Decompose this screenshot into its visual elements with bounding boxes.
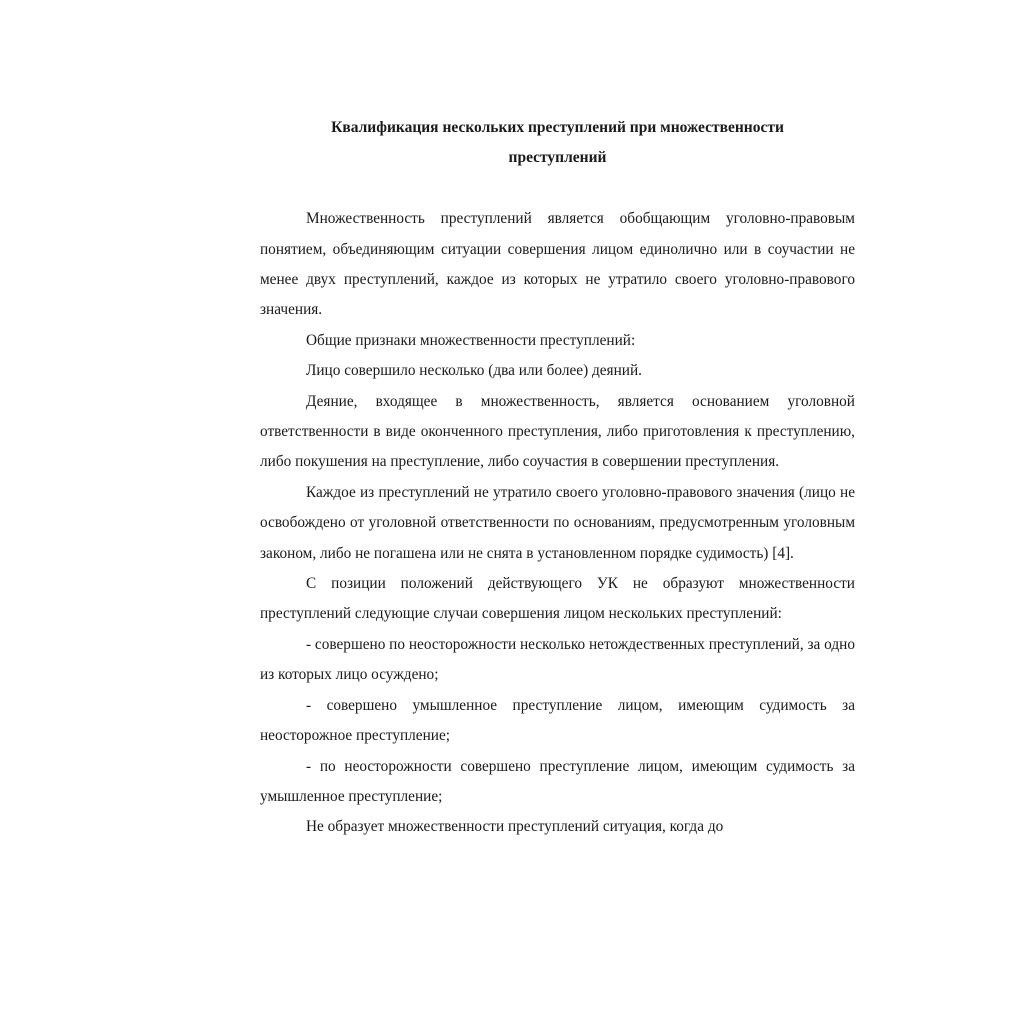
document-body — [260, 113, 855, 926]
paragraph-general-signs-heading: Общие признаки множественности преступлений: — [306, 331, 636, 349]
paragraph-exclusions-intro: С позиции положений действующего УК не образуют множественности преступлений следующие случаи совершения лицом нескольких преступлений: — [260, 575, 855, 623]
document-title — [260, 113, 855, 174]
paragraph-definition: Множественность преступлений является обобщающим уголовно-правовым понятием, объединяющим ситуации совершения лицом единолично или в соучастии не менее двух преступлений, каждое из которых не утратило своего уголовно-правового значения. — [260, 210, 855, 319]
paragraph-sign-legal-significance: Каждое из преступлений не утратило своего уголовно-правового значения (лицо не освобождено от уголовной ответственности по основаниям, предусмотренным уголовным законом, либо не погашена или не снята в установленном порядке судимость) [4]. — [260, 483, 855, 562]
paragraph-sign-several-acts: Лицо совершило несколько (два или более) деяний. — [306, 362, 642, 380]
paragraph-sign-liability-basis: Деяние, входящее в множественность, является основанием уголовной ответственности в виде оконченного преступления, либо приготовления к преступлению, либо покушения на преступление, либо соучастия в совершении преступления. — [260, 392, 855, 471]
document-title-line-2: преступлений — [508, 149, 607, 167]
list-item-intentional-after-negligent: - совершено умышленное преступление лицом, имеющим судимость за неосторожное преступление; — [260, 696, 855, 745]
title-spacer — [260, 174, 855, 204]
document-title-line-1: Квалификация нескольких преступлений при множественности — [331, 119, 784, 136]
list-item-negligent-crimes: - совершено по неосторожности несколько нетождественных преступлений, за одно из которых лицо осуждено; — [260, 635, 855, 684]
paragraph-truncated-continuation: Не образует множественности преступлений ситуация, когда до — [306, 818, 724, 836]
list-item-negligent-after-intentional: - по неосторожности совершено преступление лицом, имеющим судимость за умышленное преступление; — [260, 757, 855, 805]
